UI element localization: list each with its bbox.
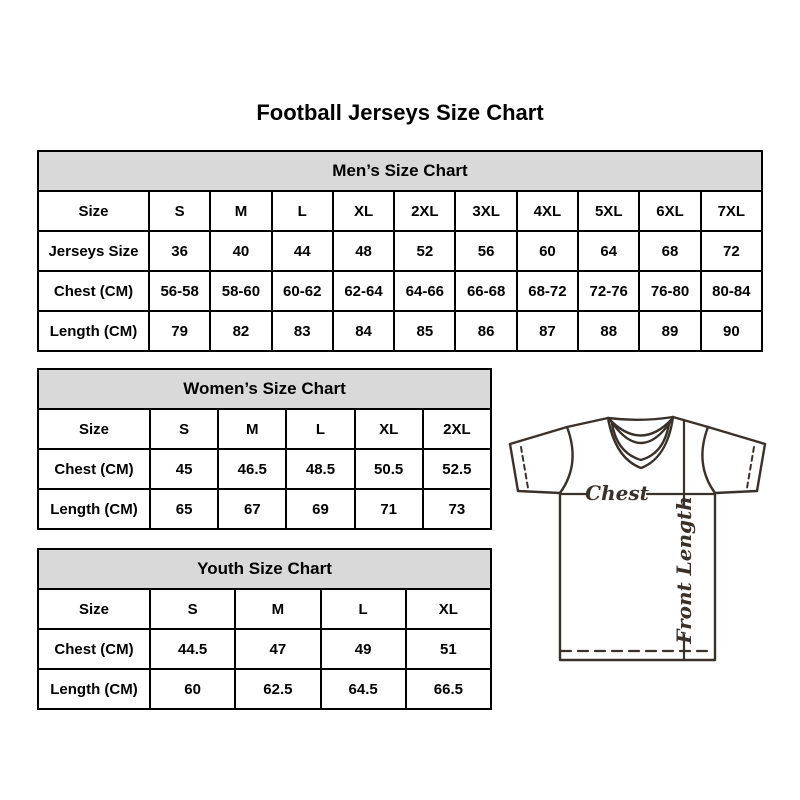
value-cell: 83 [272,311,333,351]
jersey-measurement-diagram [503,398,775,670]
value-cell: 44 [272,231,333,271]
value-cell: 60 [150,669,235,709]
youth-table-title: Youth Size Chart [38,549,491,589]
table-header-row [38,151,762,191]
value-cell: 90 [701,311,762,351]
value-cell: 64 [578,231,639,271]
table-header-row [38,369,491,409]
value-cell: 58-60 [210,271,271,311]
row-label-cell: Chest (CM) [38,629,150,669]
value-cell: M [210,191,271,231]
table-row [38,449,491,489]
value-cell: 5XL [578,191,639,231]
value-cell: 68 [639,231,700,271]
value-cell: 66.5 [406,669,491,709]
value-cell: 45 [150,449,218,489]
value-cell: 48 [333,231,394,271]
value-cell: 76-80 [639,271,700,311]
value-cell: 4XL [517,191,578,231]
front-length-measurement-label: Front Length [672,496,696,644]
value-cell: 69 [286,489,354,529]
womens-size-table [37,368,492,530]
jersey-diagram-icon [503,398,775,670]
value-cell: XL [406,589,491,629]
value-cell: 72-76 [578,271,639,311]
youth-size-table [37,548,492,710]
value-cell: 52 [394,231,455,271]
value-cell: 50.5 [355,449,423,489]
value-cell: 7XL [701,191,762,231]
value-cell: 64-66 [394,271,455,311]
value-cell: 52.5 [423,449,491,489]
value-cell: 56-58 [149,271,210,311]
value-cell: 46.5 [218,449,286,489]
row-label-cell: Size [38,409,150,449]
row-label-cell: Length (CM) [38,669,150,709]
value-cell: 47 [235,629,320,669]
value-cell: 3XL [455,191,516,231]
value-cell: 68-72 [517,271,578,311]
value-cell: XL [355,409,423,449]
jersey-outline [510,417,765,660]
table-row [38,271,762,311]
value-cell: 60-62 [272,271,333,311]
value-cell: 62.5 [235,669,320,709]
value-cell: 64.5 [321,669,406,709]
table-row [38,489,491,529]
row-label-cell: Size [38,191,149,231]
value-cell: 44.5 [150,629,235,669]
value-cell: 40 [210,231,271,271]
value-cell: 71 [355,489,423,529]
value-cell: 56 [455,231,516,271]
row-label-cell: Chest (CM) [38,271,149,311]
value-cell: S [149,191,210,231]
row-label-cell: Size [38,589,150,629]
value-cell: 73 [423,489,491,529]
value-cell: 79 [149,311,210,351]
value-cell: 87 [517,311,578,351]
row-label-cell: Length (CM) [38,489,150,529]
table-row [38,311,762,351]
value-cell: 60 [517,231,578,271]
value-cell: 62-64 [333,271,394,311]
value-cell: 67 [218,489,286,529]
value-cell: 49 [321,629,406,669]
womens-table-title: Women’s Size Chart [38,369,491,409]
value-cell: M [235,589,320,629]
value-cell: L [272,191,333,231]
value-cell: 2XL [423,409,491,449]
value-cell: S [150,409,218,449]
table-row [38,231,762,271]
value-cell: 6XL [639,191,700,231]
youth-table-body [38,589,491,709]
mens-table-title: Men’s Size Chart [38,151,762,191]
value-cell: 82 [210,311,271,351]
value-cell: 2XL [394,191,455,231]
value-cell: 85 [394,311,455,351]
value-cell: XL [333,191,394,231]
value-cell: M [218,409,286,449]
value-cell: L [321,589,406,629]
womens-table-body [38,409,491,529]
value-cell: S [150,589,235,629]
mens-size-table [37,150,763,352]
row-label-cell: Chest (CM) [38,449,150,489]
chest-measurement-label: Chest [585,481,649,505]
value-cell: 89 [639,311,700,351]
table-row [38,589,491,629]
row-label-cell: Length (CM) [38,311,149,351]
value-cell: 36 [149,231,210,271]
value-cell: 84 [333,311,394,351]
table-row [38,629,491,669]
value-cell: 88 [578,311,639,351]
row-label-cell: Jerseys Size [38,231,149,271]
table-row [38,669,491,709]
value-cell: 51 [406,629,491,669]
mens-table-body [38,191,762,351]
table-row [38,191,762,231]
value-cell: 86 [455,311,516,351]
table-header-row [38,549,491,589]
value-cell: 48.5 [286,449,354,489]
value-cell: 65 [150,489,218,529]
value-cell: L [286,409,354,449]
table-row [38,409,491,449]
value-cell: 72 [701,231,762,271]
value-cell: 66-68 [455,271,516,311]
page-title: Football Jerseys Size Chart [256,100,544,125]
value-cell: 80-84 [701,271,762,311]
